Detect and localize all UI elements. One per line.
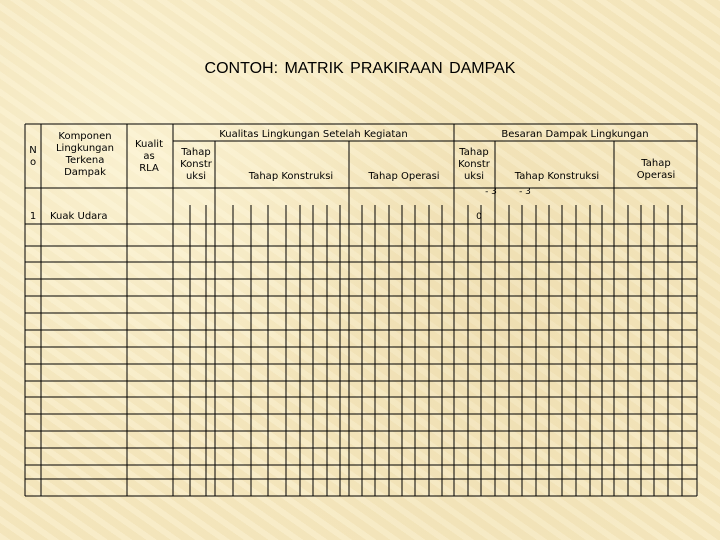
header-tahap-operasi-2: Tahap Operasi bbox=[636, 158, 676, 181]
header-tahap-konstruksi-2: Tahap Konstruksi bbox=[514, 171, 600, 182]
row-1-komponen: Kuak Udara bbox=[50, 211, 108, 222]
page-title: CONTOH: MATRIK PRAKIRAAN DAMPAK bbox=[204, 60, 516, 77]
scale-zero: 0 bbox=[476, 212, 482, 222]
scale-minus-3-b: - 3 bbox=[519, 187, 531, 197]
scale-minus-3-a: - 3 bbox=[485, 187, 497, 197]
header-komponen: Komponen Lingkungan Terkena Dampak bbox=[55, 131, 114, 178]
header-tahap-konstruksi-short-2: Tahap Konstr uksi bbox=[458, 147, 490, 182]
header-tahap-konstruksi: Tahap Konstruksi bbox=[248, 171, 334, 182]
row-1-no: 1 bbox=[29, 211, 37, 222]
header-besaran-group: Besaran Dampak Lingkungan bbox=[501, 129, 649, 140]
header-tahap-operasi: Tahap Operasi bbox=[368, 171, 440, 182]
header-kualitas-group: Kualitas Lingkungan Setelah Kegiatan bbox=[219, 129, 408, 140]
header-no: N o bbox=[29, 145, 37, 168]
header-tahap-konstruksi-short: Tahap Konstr uksi bbox=[180, 147, 212, 182]
header-kualitas-rla: Kualit as RLA bbox=[134, 139, 163, 174]
